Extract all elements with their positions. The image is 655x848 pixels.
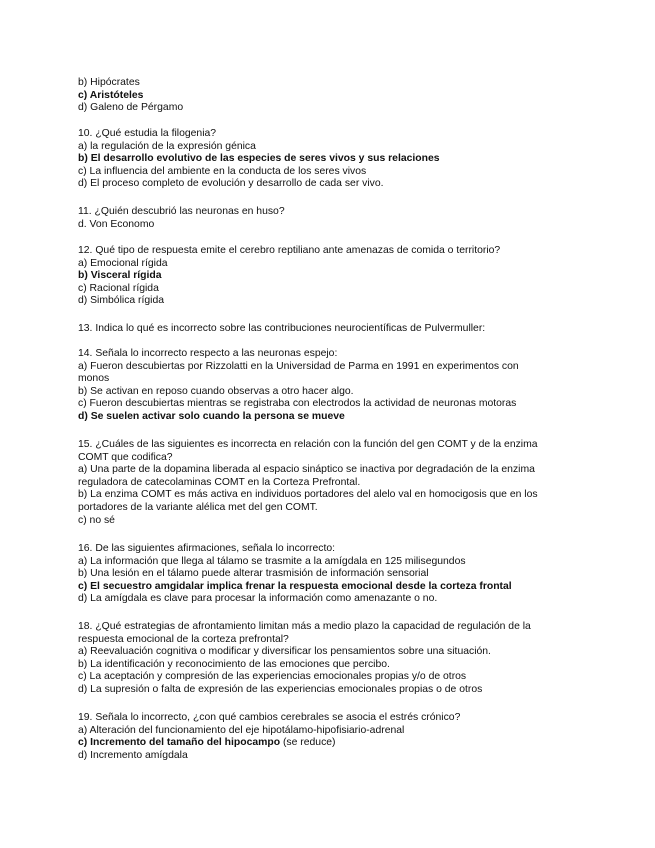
option-a: a) La información que llega al tálamo se trasmite a la amígdala en 125 milisegundos [78, 555, 466, 567]
option-a-line-1: a) Una parte de la dopamina liberada al espacio sináptico se inactiva por degradación de la enzima [78, 464, 535, 476]
question-16 [78, 543, 578, 606]
question-text-line-1: 15. ¿Cuáles de las siguientes es incorrecta en relación con la función del gen COMT y de la enzima [78, 439, 538, 450]
option-b-line-1: b) La enzima COMT es más activa en individuos portadores del alelo val en homocigosis que en los [78, 489, 538, 501]
option-a: a) Reevaluación cognitiva o modificar y diversificar los pensamientos sobre una situación. [78, 646, 491, 658]
option-a: a) Alteración del funcionamiento del eje hipotálamo-hipofisiario-adrenal [78, 724, 405, 736]
option-c: c) La influencia del ambiente en la conducta de los seres vivos [78, 165, 367, 177]
option-d: d) Galeno de Pérgamo [78, 102, 184, 114]
option-b-answer: b) El desarrollo evolutivo de las especies de seres vivos y sus relaciones [78, 153, 440, 165]
question-15 [78, 439, 578, 527]
option-b: b) La identificación y reconocimiento de las emociones que percibo. [78, 658, 390, 670]
option-a: a) la regulación de la expresión génica [78, 140, 256, 152]
option-b: b) Una lesión en el tálamo puede alterar trasmisión de información sensorial [78, 568, 429, 580]
option-a: a) Emocional rígida [78, 257, 168, 269]
question-text: 11. ¿Quién descubrió las neuronas en huso? [78, 206, 285, 217]
option-d: d. Von Economo [78, 218, 155, 230]
option-b-line-2: portadores de la variante alélica met del gen COMT. [78, 501, 318, 513]
question-13 [78, 323, 578, 336]
option-c-answer: c) Aristóteles [78, 89, 144, 101]
question-text: 13. Indica lo qué es incorrecto sobre las contribuciones neurocientíficas de Pulvermuller: [78, 323, 486, 334]
option-c: c) Racional rígida [78, 282, 159, 294]
option-d: d) Simbólica rígida [78, 295, 165, 307]
question-text: 14. Señala lo incorrecto respecto a las neuronas espejo: [78, 348, 338, 359]
option-b: b) Hipócrates [78, 77, 140, 88]
question-10 [78, 128, 578, 191]
option-b: b) Se activan en reposo cuando observas a otro hacer algo. [78, 385, 354, 397]
option-d: d) La supresión o falta de expresión de las experiencias emocionales propias o de otros [78, 683, 483, 695]
question-text-line-1: 18. ¿Qué estrategias de afrontamiento limitan más a medio plazo la capacidad de regulación de la [78, 621, 531, 632]
option-c: c) Fueron descubiertas mientras se registraba con electrodos la actividad de neuronas motoras [78, 398, 517, 410]
option-c: c) no sé [78, 514, 115, 526]
question-text: 10. ¿Qué estudia la filogenia? [78, 128, 217, 139]
question-text-line-2: respuesta emocional de la corteza prefrontal? [78, 633, 289, 645]
question-14 [78, 348, 578, 424]
question-12 [78, 245, 578, 308]
option-a-line-2: reguladora de catecolaminas COMT en la Corteza Prefrontal. [78, 476, 361, 488]
question-18 [78, 621, 578, 697]
option-c-answer: c) El secuestro amgidalar implica frenar la respuesta emocional desde la corteza frontal [78, 580, 512, 592]
question-text: 16. De las siguientes afirmaciones, señala lo incorrecto: [78, 543, 336, 554]
option-d-answer: d) Se suelen activar solo cuando la persona se mueve [78, 410, 345, 422]
question-text: 12. Qué tipo de respuesta emite el cerebro reptiliano ante amenazas de comida o territorio? [78, 245, 501, 256]
question-11 [78, 206, 578, 231]
option-c: c) La aceptación y compresión de las experiencias emocionales propias y/o de otros [78, 671, 467, 683]
question-text: 19. Señala lo incorrecto, ¿con qué cambios cerebrales se asocia el estrés crónico? [78, 712, 461, 723]
option-d: d) La amígdala es clave para procesar la información como amenazante o no. [78, 593, 438, 605]
option-a-line-1: a) Fueron descubiertas por Rizzolatti en la Universidad de Parma en 1991 en experimentos con [78, 360, 519, 372]
option-c-answer [78, 737, 578, 750]
option-c-note: (se reduce) [280, 737, 336, 749]
option-b-answer: b) Visceral rígida [78, 270, 162, 282]
option-d: d) El proceso completo de evolución y desarrollo de cada ser vivo. [78, 178, 384, 190]
option-d: d) Incremento amígdala [78, 749, 188, 761]
option-c-answer-text: c) Incremento del tamaño del hipocampo [78, 737, 281, 749]
question-text-line-2: COMT que codifica? [78, 451, 173, 463]
option-a-line-2: monos [78, 373, 110, 385]
question-9-options [78, 77, 578, 115]
question-19 [78, 712, 578, 762]
